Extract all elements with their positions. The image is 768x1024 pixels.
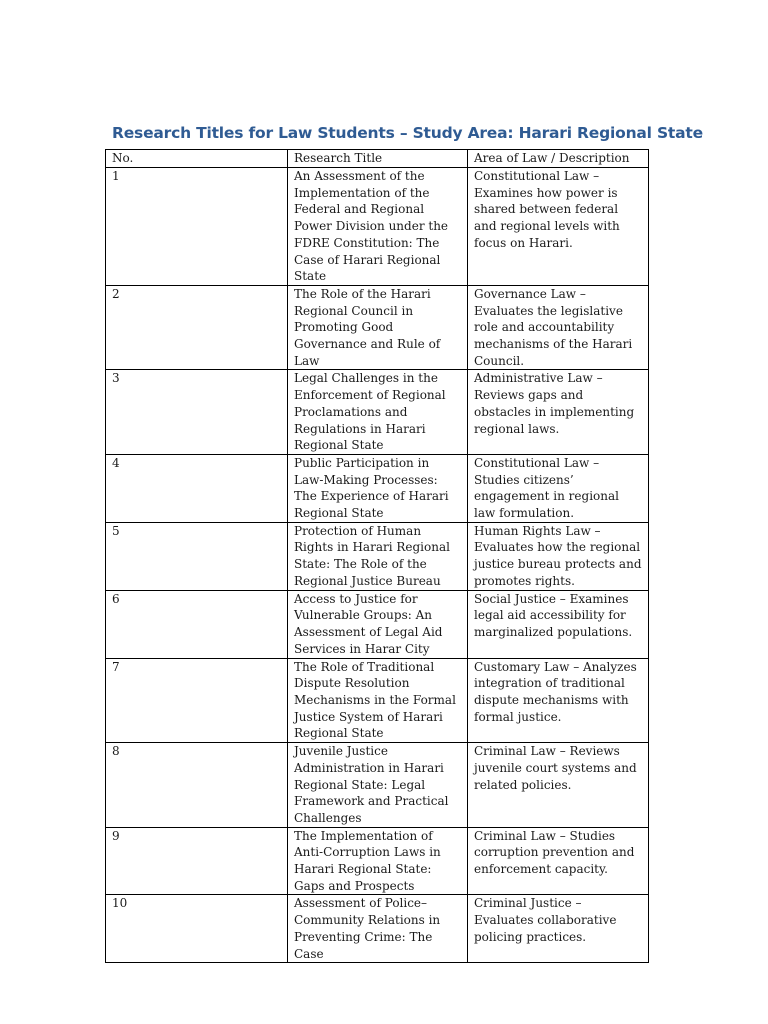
- area-of-law-cell: Criminal Law – Studies corruption prevention and enforcement capacity.: [468, 827, 649, 895]
- research-title-cell: Public Participation in Law-Making Processes: The Experience of Harari Regional State: [288, 454, 468, 522]
- research-title-cell: Legal Challenges in the Enforcement of Regional Proclamations and Regulations in Harari Regional State: [288, 370, 468, 455]
- area-of-law-cell: Criminal Justice – Evaluates collaborative policing practices.: [468, 895, 649, 963]
- table-row: [106, 827, 649, 895]
- research-title-cell: Assessment of Police–Community Relations in Preventing Crime: The Case: [288, 895, 468, 963]
- row-number: 4: [106, 454, 288, 522]
- research-title-cell: The Role of the Harari Regional Council in Promoting Good Governance and Rule of Law: [288, 285, 468, 370]
- row-number: 5: [106, 522, 288, 590]
- row-number: 10: [106, 895, 288, 963]
- table-row: [106, 522, 649, 590]
- research-title-cell: Protection of Human Rights in Harari Regional State: The Role of the Regional Justice Bureau: [288, 522, 468, 590]
- research-title-cell: The Implementation of Anti-Corruption Laws in Harari Regional State: Gaps and Prospects: [288, 827, 468, 895]
- column-header-area-of-law: Area of Law / Description: [468, 150, 649, 168]
- table-row: [106, 168, 649, 286]
- table-header-row: [106, 150, 649, 168]
- area-of-law-cell: Governance Law – Evaluates the legislative role and accountability mechanisms of the Harari Council.: [468, 285, 649, 370]
- row-number: 1: [106, 168, 288, 286]
- area-of-law-cell: Customary Law – Analyzes integration of traditional dispute mechanisms with formal justice.: [468, 658, 649, 743]
- area-of-law-cell: Criminal Law – Reviews juvenile court systems and related policies.: [468, 743, 649, 828]
- page-title: Research Titles for Law Students – Study Area: Harari Regional State: [112, 124, 703, 142]
- table-row: [106, 590, 649, 658]
- research-title-cell: Access to Justice for Vulnerable Groups: An Assessment of Legal Aid Services in Harar City: [288, 590, 468, 658]
- row-number: 3: [106, 370, 288, 455]
- row-number: 8: [106, 743, 288, 828]
- area-of-law-cell: Social Justice – Examines legal aid accessibility for marginalized populations.: [468, 590, 649, 658]
- table-row: [106, 895, 649, 963]
- column-header-no: No.: [106, 150, 288, 168]
- area-of-law-cell: Constitutional Law – Studies citizens’ engagement in regional law formulation.: [468, 454, 649, 522]
- table-row: [106, 658, 649, 743]
- row-number: 6: [106, 590, 288, 658]
- table-row: [106, 743, 649, 828]
- row-number: 9: [106, 827, 288, 895]
- research-titles-table: [105, 149, 649, 963]
- area-of-law-cell: Constitutional Law – Examines how power is shared between federal and regional levels with focus on Harari.: [468, 168, 649, 286]
- area-of-law-cell: Human Rights Law – Evaluates how the regional justice bureau protects and promotes rights.: [468, 522, 649, 590]
- table-row: [106, 285, 649, 370]
- column-header-research-title: Research Title: [288, 150, 468, 168]
- table-row: [106, 454, 649, 522]
- research-title-cell: The Role of Traditional Dispute Resolution Mechanisms in the Formal Justice System of Harari Regional State: [288, 658, 468, 743]
- research-title-cell: An Assessment of the Implementation of the Federal and Regional Power Division under the FDRE Constitution: The Case of Harari Regional State: [288, 168, 468, 286]
- research-title-cell: Juvenile Justice Administration in Harari Regional State: Legal Framework and Practical Challenges: [288, 743, 468, 828]
- row-number: 7: [106, 658, 288, 743]
- table-row: [106, 370, 649, 455]
- row-number: 2: [106, 285, 288, 370]
- area-of-law-cell: Administrative Law – Reviews gaps and obstacles in implementing regional laws.: [468, 370, 649, 455]
